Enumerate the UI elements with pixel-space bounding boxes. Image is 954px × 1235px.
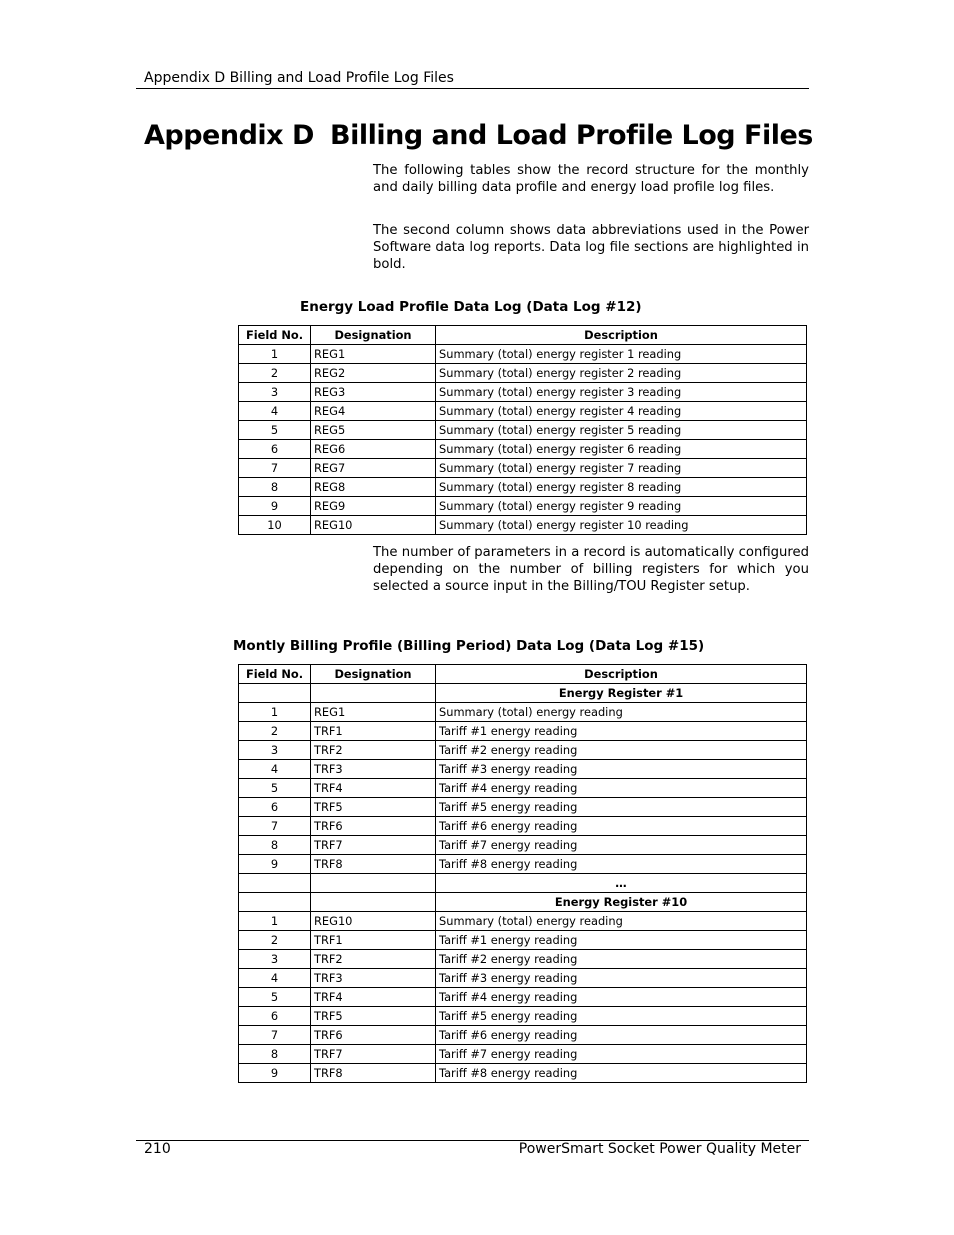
- energy-load-profile-table: [238, 325, 807, 535]
- designation-cell: [311, 684, 436, 703]
- table-row: [239, 421, 807, 440]
- table-row: [239, 798, 807, 817]
- running-header: Appendix D Billing and Load Profile Log Files: [144, 70, 454, 86]
- designation-cell: REG7: [311, 459, 436, 478]
- designation-cell: REG1: [311, 345, 436, 364]
- description-cell: Tariff #7 energy reading: [436, 1045, 807, 1064]
- table2-caption: Montly Billing Profile (Billing Period) Data Log (Data Log #15): [233, 638, 705, 654]
- field-no-cell: [239, 684, 311, 703]
- designation-cell: TRF8: [311, 1064, 436, 1083]
- appendix-title-text: Billing and Load Profile Log Files: [330, 120, 813, 151]
- field-no-cell: 7: [239, 1026, 311, 1045]
- description-cell: Tariff #1 energy reading: [436, 722, 807, 741]
- table-row: [239, 931, 807, 950]
- field-no-cell: 2: [239, 364, 311, 383]
- table-row: [239, 741, 807, 760]
- appendix-label: Appendix D: [144, 120, 314, 151]
- table-row: [239, 1026, 807, 1045]
- table-row: [239, 912, 807, 931]
- description-cell: Summary (total) energy register 6 reading: [436, 440, 807, 459]
- intro-paragraph-1: The following tables show the record structure for the monthly and daily billing data profile and energy load profile log files.: [373, 163, 809, 195]
- field-no-cell: 4: [239, 969, 311, 988]
- designation-cell: TRF7: [311, 836, 436, 855]
- description-cell: …: [436, 874, 807, 893]
- table-row: [239, 383, 807, 402]
- column-header: Designation: [311, 665, 436, 684]
- table-row: [239, 402, 807, 421]
- description-cell: Summary (total) energy register 2 reading: [436, 364, 807, 383]
- field-no-cell: 9: [239, 1064, 311, 1083]
- table-row: [239, 516, 807, 535]
- designation-cell: TRF6: [311, 1026, 436, 1045]
- table-row: [239, 364, 807, 383]
- table-row: [239, 988, 807, 1007]
- field-no-cell: 1: [239, 703, 311, 722]
- field-no-cell: 2: [239, 931, 311, 950]
- designation-cell: TRF2: [311, 950, 436, 969]
- description-cell: Tariff #6 energy reading: [436, 1026, 807, 1045]
- column-header: Field No.: [239, 665, 311, 684]
- description-cell: Tariff #5 energy reading: [436, 798, 807, 817]
- description-cell: Tariff #3 energy reading: [436, 969, 807, 988]
- designation-cell: REG9: [311, 497, 436, 516]
- field-no-cell: 8: [239, 1045, 311, 1064]
- field-no-cell: 7: [239, 459, 311, 478]
- page-title: [144, 120, 813, 151]
- description-cell: Tariff #4 energy reading: [436, 988, 807, 1007]
- designation-cell: TRF6: [311, 817, 436, 836]
- description-cell: Summary (total) energy reading: [436, 912, 807, 931]
- table-row: [239, 1064, 807, 1083]
- designation-cell: REG6: [311, 440, 436, 459]
- field-no-cell: 7: [239, 817, 311, 836]
- table-row: [239, 703, 807, 722]
- table-row: [239, 1007, 807, 1026]
- field-no-cell: 8: [239, 836, 311, 855]
- designation-cell: TRF2: [311, 741, 436, 760]
- designation-cell: REG10: [311, 516, 436, 535]
- designation-cell: TRF3: [311, 760, 436, 779]
- field-no-cell: 1: [239, 912, 311, 931]
- field-no-cell: 2: [239, 722, 311, 741]
- field-no-cell: 9: [239, 497, 311, 516]
- field-no-cell: 3: [239, 950, 311, 969]
- designation-cell: TRF1: [311, 722, 436, 741]
- description-cell: Tariff #2 energy reading: [436, 741, 807, 760]
- description-cell: Tariff #4 energy reading: [436, 779, 807, 798]
- table-row: [239, 1045, 807, 1064]
- designation-cell: REG1: [311, 703, 436, 722]
- field-no-cell: 5: [239, 779, 311, 798]
- designation-cell: REG2: [311, 364, 436, 383]
- description-cell: Summary (total) energy register 10 reading: [436, 516, 807, 535]
- table-row: [239, 779, 807, 798]
- description-cell: Tariff #2 energy reading: [436, 950, 807, 969]
- table-header-row: [239, 665, 807, 684]
- table-row: [239, 722, 807, 741]
- table-row: [239, 760, 807, 779]
- field-no-cell: 5: [239, 421, 311, 440]
- description-cell: Summary (total) energy register 7 reading: [436, 459, 807, 478]
- description-cell: Tariff #7 energy reading: [436, 836, 807, 855]
- table-row: [239, 817, 807, 836]
- field-no-cell: 6: [239, 440, 311, 459]
- section-row: [239, 684, 807, 703]
- field-no-cell: 8: [239, 478, 311, 497]
- description-cell: Summary (total) energy register 1 reading: [436, 345, 807, 364]
- table-header-row: [239, 326, 807, 345]
- designation-cell: TRF4: [311, 779, 436, 798]
- description-cell: Tariff #8 energy reading: [436, 1064, 807, 1083]
- column-header: Description: [436, 665, 807, 684]
- designation-cell: [311, 874, 436, 893]
- designation-cell: TRF7: [311, 1045, 436, 1064]
- table-row: [239, 497, 807, 516]
- field-no-cell: 3: [239, 383, 311, 402]
- designation-cell: REG5: [311, 421, 436, 440]
- field-no-cell: 9: [239, 855, 311, 874]
- table1-caption: Energy Load Profile Data Log (Data Log #12): [300, 299, 642, 315]
- description-cell: Energy Register #10: [436, 893, 807, 912]
- designation-cell: TRF8: [311, 855, 436, 874]
- table-row: [239, 969, 807, 988]
- column-header: Designation: [311, 326, 436, 345]
- table-row: [239, 459, 807, 478]
- description-cell: Summary (total) energy register 4 reading: [436, 402, 807, 421]
- monthly-billing-profile-table: [238, 664, 807, 1083]
- section-row: [239, 893, 807, 912]
- designation-cell: TRF3: [311, 969, 436, 988]
- field-no-cell: 6: [239, 1007, 311, 1026]
- column-header: Description: [436, 326, 807, 345]
- field-no-cell: [239, 893, 311, 912]
- intro-paragraph-2: The second column shows data abbreviations used in the Power Software data log reports. Data log file sections are highlighted in bold.: [373, 223, 809, 272]
- section-row: [239, 874, 807, 893]
- field-no-cell: 6: [239, 798, 311, 817]
- designation-cell: REG10: [311, 912, 436, 931]
- field-no-cell: 10: [239, 516, 311, 535]
- designation-cell: [311, 893, 436, 912]
- description-cell: Summary (total) energy register 5 reading: [436, 421, 807, 440]
- field-no-cell: 4: [239, 760, 311, 779]
- description-cell: Energy Register #1: [436, 684, 807, 703]
- designation-cell: REG3: [311, 383, 436, 402]
- table-row: [239, 950, 807, 969]
- description-cell: Tariff #8 energy reading: [436, 855, 807, 874]
- field-no-cell: 1: [239, 345, 311, 364]
- description-cell: Summary (total) energy register 8 reading: [436, 478, 807, 497]
- description-cell: Tariff #3 energy reading: [436, 760, 807, 779]
- middle-paragraph: The number of parameters in a record is automatically configured depending on the number of billing registers for which you selected a source input in the Billing/TOU Register setup.: [373, 545, 809, 594]
- designation-cell: TRF1: [311, 931, 436, 950]
- column-header: Field No.: [239, 326, 311, 345]
- field-no-cell: [239, 874, 311, 893]
- description-cell: Summary (total) energy register 9 reading: [436, 497, 807, 516]
- description-cell: Summary (total) energy reading: [436, 703, 807, 722]
- table-row: [239, 345, 807, 364]
- designation-cell: REG8: [311, 478, 436, 497]
- field-no-cell: 3: [239, 741, 311, 760]
- field-no-cell: 4: [239, 402, 311, 421]
- designation-cell: TRF5: [311, 798, 436, 817]
- table-row: [239, 836, 807, 855]
- description-cell: Tariff #5 energy reading: [436, 1007, 807, 1026]
- description-cell: Tariff #6 energy reading: [436, 817, 807, 836]
- description-cell: Tariff #1 energy reading: [436, 931, 807, 950]
- header-rule: [136, 88, 809, 89]
- description-cell: Summary (total) energy register 3 reading: [436, 383, 807, 402]
- field-no-cell: 5: [239, 988, 311, 1007]
- table-row: [239, 440, 807, 459]
- designation-cell: REG4: [311, 402, 436, 421]
- table-row: [239, 478, 807, 497]
- page-number: 210: [144, 1141, 171, 1157]
- footer-title: PowerSmart Socket Power Quality Meter: [518, 1141, 801, 1157]
- designation-cell: TRF5: [311, 1007, 436, 1026]
- table-row: [239, 855, 807, 874]
- designation-cell: TRF4: [311, 988, 436, 1007]
